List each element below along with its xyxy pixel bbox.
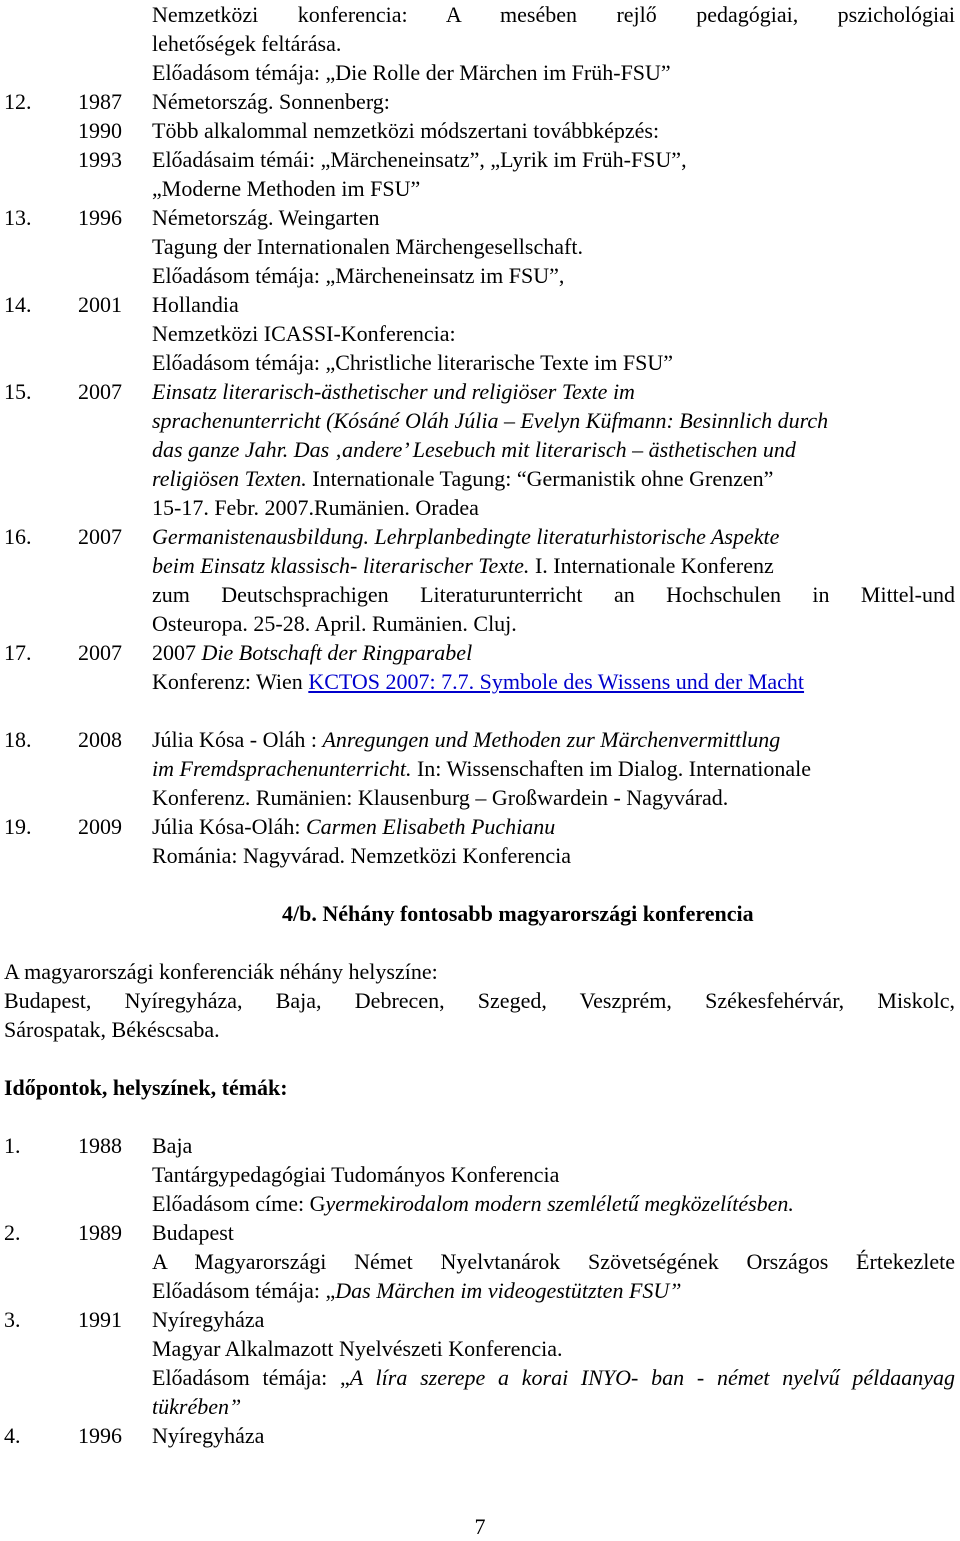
entry-number: 17. [4, 640, 32, 665]
entry-year: 1996 [78, 205, 122, 230]
italic-text: Einsatz literarisch-ästhetischer und religiöser Texte im [152, 379, 635, 404]
entry-year: 1993 [78, 147, 122, 172]
text-line [152, 1334, 563, 1363]
text-line [152, 1160, 559, 1189]
text-segment: Internationale Tagung: “Germanistik ohne Grenzen” [306, 466, 774, 491]
text-segment: Baja [152, 1133, 193, 1158]
text-line [152, 116, 659, 145]
italic-text: Carmen Elisabeth Puchianu [305, 814, 556, 839]
entry-year: 1990 [78, 118, 122, 143]
text-line [152, 348, 673, 377]
text-line [152, 464, 773, 493]
italic-text: tükrében” [152, 1394, 242, 1419]
text-segment: Osteuropa. 25-28. April. Rumänien. Cluj. [152, 611, 517, 636]
text-line [152, 1276, 682, 1305]
text-line [152, 754, 811, 783]
link[interactable]: KCTOS 2007: 7.7. Symbole des Wissens und der Macht [308, 669, 805, 694]
text-line [4, 1015, 220, 1044]
text-line [152, 29, 341, 58]
text-segment: A magyarországi konferenciák néhány helyszíne: [4, 959, 438, 984]
text-line [152, 435, 796, 464]
text-line [282, 899, 754, 928]
text-segment: Konferenz: Wien [152, 669, 309, 694]
italic-text: beim Einsatz klassisch- literarischer Texte. [152, 553, 530, 578]
page-number: 7 [474, 1514, 486, 1539]
text-segment: lehetőségek feltárása. [152, 31, 342, 56]
text-line [4, 957, 438, 986]
text-line [152, 1392, 241, 1421]
entry-number: 14. [4, 292, 32, 317]
entry-number: 18. [4, 727, 32, 752]
text-line [152, 493, 479, 522]
text-line [152, 638, 472, 667]
text-line [4, 986, 955, 1015]
text-segment: Budapest, Nyíregyháza, Baja, Debrecen, Szeged, Veszprém, Székesfehérvár, Miskolc, [4, 988, 955, 1013]
text-line [152, 522, 779, 551]
italic-text: yermekirodalom modern szemléletű megközelítésben. [325, 1191, 794, 1216]
text-line [152, 783, 728, 812]
entry-number: 2. [4, 1220, 21, 1245]
text-segment: Előadásom címe: G [152, 1191, 326, 1216]
text-line [152, 1363, 955, 1392]
entry-number: 19. [4, 814, 32, 839]
heading-text: 4/b. Néhány fontosabb magyarországi konferencia [282, 901, 754, 926]
entry-year: 2007 [78, 524, 122, 549]
text-segment: Nemzetközi ICASSI-Konferencia: [152, 321, 456, 346]
heading-text: Időpontok, helyszínek, témák: [4, 1075, 288, 1100]
entry-year: 2007 [78, 640, 122, 665]
text-line [152, 290, 239, 319]
text-segment: Előadásom témája: „Märcheneinsatz im FSU”, [152, 263, 565, 288]
text-segment: Előadásom témája: „Christliche literarische Texte im FSU” [152, 350, 674, 375]
text-line [152, 58, 671, 87]
entry-year: 2007 [78, 379, 122, 404]
text-segment: Budapest [152, 1220, 234, 1245]
text-line [152, 1421, 264, 1450]
text-segment: Németország. Weingarten [152, 205, 380, 230]
entry-year: 2001 [78, 292, 122, 317]
text-line [152, 1218, 234, 1247]
text-segment: Több alkalommal nemzetközi módszertani továbbképzés: [152, 118, 660, 143]
entry-number: 16. [4, 524, 32, 549]
text-line [152, 174, 420, 203]
italic-text: A líra szerepe a korai INYO- ban - német nyelvű példaanyag [349, 1365, 956, 1390]
entry-year: 2009 [78, 814, 122, 839]
text-line [152, 203, 380, 232]
italic-text: Die Botschaft der Ringparabel [201, 640, 473, 665]
text-segment: Sárospatak, Békéscsaba. [4, 1017, 220, 1042]
text-segment: Magyar Alkalmazott Nyelvészeti Konferencia. [152, 1336, 563, 1361]
entry-year: 1987 [78, 89, 122, 114]
entry-number: 1. [4, 1133, 21, 1158]
text-line [152, 232, 583, 261]
text-segment: Nyíregyháza [152, 1307, 265, 1332]
entry-number: 12. [4, 89, 32, 114]
text-line [152, 377, 635, 406]
entry-number: 3. [4, 1307, 21, 1332]
text-line [152, 319, 456, 348]
text-segment: Nemzetközi konferencia: A mesében rejlő pedagógiai, pszichológiai [152, 2, 955, 27]
italic-text: Das ‚andere’ Lesebuch mit literarisch – ästhetischen und [293, 437, 796, 462]
entry-year: 1988 [78, 1133, 122, 1158]
entry-number: 15. [4, 379, 32, 404]
text-segment: zum Deutschsprachigen Literaturunterricht an Hochschulen in Mittel-und [152, 582, 955, 607]
text-line [152, 87, 390, 116]
italic-text: Anregungen und Methoden zur Märchenvermittlung [322, 727, 781, 752]
text-line [152, 0, 955, 29]
text-line [152, 145, 687, 174]
text-segment: 2007 [152, 640, 202, 665]
text-segment: Konferenz. Rumänien: Klausenburg – Großwardein - Nagyvárad. [152, 785, 729, 810]
italic-text: Das Märchen im videogestützten FSU” [335, 1278, 682, 1303]
entry-year: 1989 [78, 1220, 122, 1245]
entry-number: 13. [4, 205, 32, 230]
text-segment: Németország. Sonnenberg: [152, 89, 390, 114]
text-line [152, 841, 571, 870]
text-line [152, 580, 955, 609]
text-segment: Tantárgypedagógiai Tudományos Konferencia [152, 1162, 560, 1187]
entry-year: 1996 [78, 1423, 122, 1448]
text-line [152, 1131, 192, 1160]
text-line [152, 725, 780, 754]
italic-text: Germanistenausbildung. [152, 524, 369, 549]
text-segment: Júlia Kósa-Oláh: [152, 814, 306, 839]
text-line [152, 1247, 955, 1276]
text-segment: I. Internationale Konferenz [529, 553, 774, 578]
text-segment: Hollandia [152, 292, 239, 317]
text-segment: Tagung der Internationalen Märchengesellschaft. [152, 234, 583, 259]
text-segment: Előadásom témája: „ [152, 1278, 336, 1303]
entry-year: 2008 [78, 727, 122, 752]
text-segment: Románia: Nagyvárad. Nemzetközi Konferencia [152, 843, 572, 868]
text-segment: 15-17. Febr. 2007.Rumänien. Oradea [152, 495, 479, 520]
text-segment: Júlia Kósa - Oláh : [152, 727, 323, 752]
text-line [152, 551, 774, 580]
italic-text: sprachenunterricht (Kósáné Oláh Júlia – Evelyn Küfmann: Besinnlich durch [152, 408, 829, 433]
entry-year: 1991 [78, 1307, 122, 1332]
text-line [152, 406, 828, 435]
text-segment: Előadásom témája: „Die Rolle der Märchen im Früh-FSU” [152, 60, 671, 85]
italic-text: das ganze Jahr. [152, 437, 289, 462]
italic-text: im Fremdsprachenunterricht. [152, 756, 412, 781]
text-line [152, 667, 804, 696]
text-line [152, 261, 564, 290]
text-segment: A Magyarországi Német Nyelvtanárok Szövetségének Országos Értekezlete [152, 1249, 955, 1274]
text-line [4, 1073, 288, 1102]
text-segment: Előadásaim témái: „Märcheneinsatz”, „Lyrik im Früh-FSU”, [152, 147, 687, 172]
text-line [152, 812, 555, 841]
text-segment: Nyíregyháza [152, 1423, 265, 1448]
text-segment: „Moderne Methoden im FSU” [152, 176, 421, 201]
text-line [152, 1189, 794, 1218]
text-line [152, 1305, 264, 1334]
text-segment: Előadásom témája: „ [152, 1365, 350, 1390]
italic-text: religiösen Texten. [152, 466, 307, 491]
entry-number: 4. [4, 1423, 21, 1448]
text-segment: In: Wissenschaften im Dialog. Internationale [411, 756, 811, 781]
italic-text: Lehrplanbedingte literaturhistorische Aspekte [374, 524, 780, 549]
text-line [152, 609, 517, 638]
